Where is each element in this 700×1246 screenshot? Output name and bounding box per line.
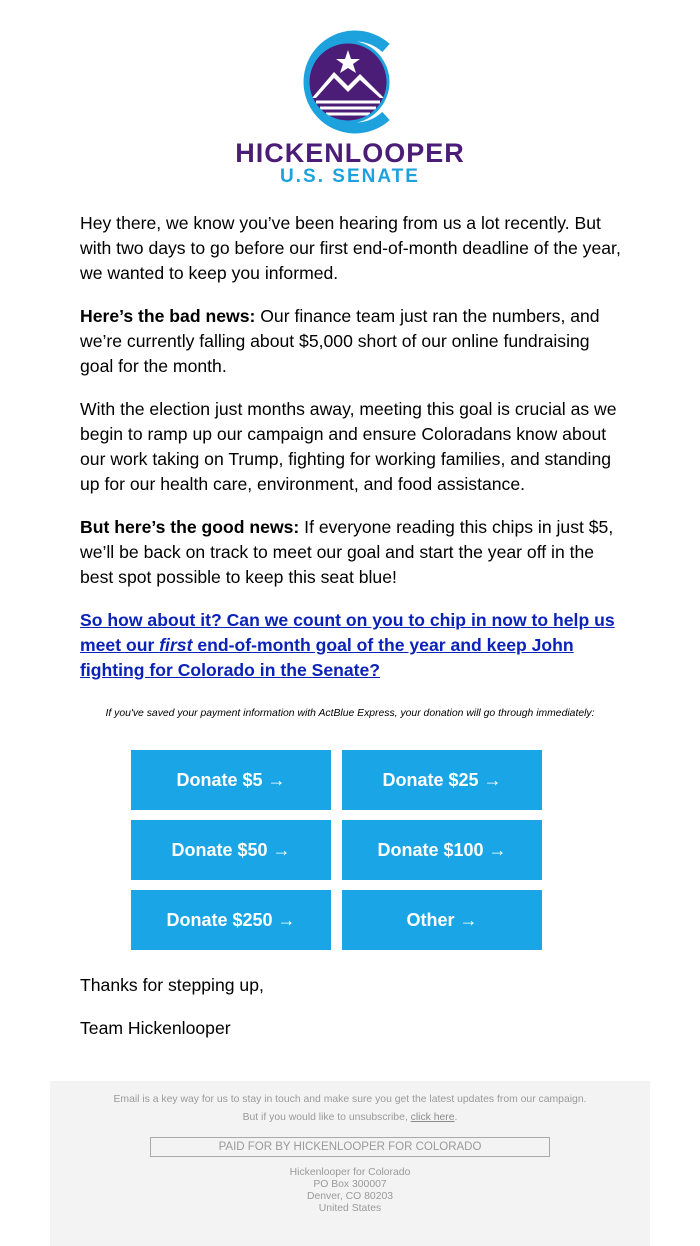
footer <box>50 1081 650 1246</box>
paragraph-bad-news <box>80 304 625 379</box>
address-line: PO Box 300007 <box>313 1179 387 1190</box>
campaign-logo-icon <box>294 28 406 136</box>
bad-news-heading: Here’s the bad news: <box>80 306 256 326</box>
donate-250-button[interactable]: Donate $250 → <box>131 890 331 950</box>
donate-other-button[interactable]: Other → <box>342 890 542 950</box>
ask-text-1: So how about it? Can we count on you to chip in now to help us meet our <box>80 610 615 655</box>
paragraph-ask <box>80 608 625 683</box>
paragraph-good-news <box>80 515 625 590</box>
footer-message-text: Email is a key way for us to stay in touch and make sure you get the latest updates from our campaign. But if you would like to unsubscribe, <box>113 1094 587 1123</box>
signoff-team: Team Hickenlooper <box>80 1018 231 1038</box>
paid-for-box: PAID FOR BY HICKENLOOPER FOR COLORADO <box>150 1137 550 1157</box>
good-news-heading: But here’s the good news: <box>80 517 300 537</box>
address-line: Denver, CO 80203 <box>306 1191 394 1202</box>
footer-message <box>110 1091 590 1127</box>
logo-subtitle: U.S. SENATE <box>280 166 420 187</box>
donate-100-button[interactable]: Donate $100 → <box>342 820 542 880</box>
logo <box>0 28 700 188</box>
actblue-note: If you've saved your payment information with ActBlue Express, your donation will go through immediately: <box>105 708 595 719</box>
unsubscribe-link[interactable]: click here <box>410 1112 455 1123</box>
address-line: United States <box>318 1203 382 1214</box>
mailing-address <box>50 1167 650 1215</box>
donate-25-button[interactable]: Donate $25 → <box>342 750 542 810</box>
signoff-thanks: Thanks for stepping up, <box>80 975 264 995</box>
footer-period: . <box>454 1112 458 1123</box>
ask-emphasis: first <box>159 635 193 655</box>
bad-news-text: Our finance team just ran the numbers, and we’re currently falling about $5,000 short of our online fundraising goal for the month. <box>80 306 600 376</box>
paragraph-election: With the election just months away, meeting this goal is crucial as we begin to ramp up our campaign and ensure Coloradans know about our work taking on Trump, fighting for working families, and standing up for our health care, environment, and food assistance. <box>80 399 617 494</box>
donate-5-button[interactable]: Donate $5 → <box>131 750 331 810</box>
good-news-text: If everyone reading this chips in just $5, we’ll be back on track to meet our goal and start the year off in the best spot possible to keep this seat blue! <box>80 517 614 587</box>
ask-link[interactable] <box>80 610 615 680</box>
logo-name: HICKENLOOPER <box>235 138 465 168</box>
address-line: Hickenlooper for Colorado <box>289 1167 411 1178</box>
paragraph-intro: Hey there, we know you’ve been hearing from us a lot recently. But with two days to go before our first end-of-month deadline of the year, we wanted to keep you informed. <box>80 213 621 283</box>
ask-text-2: end-of-month goal of the year and keep John fighting for Colorado in the Senate? <box>80 635 574 680</box>
donate-50-button[interactable]: Donate $50 → <box>131 820 331 880</box>
email-body <box>80 211 625 701</box>
